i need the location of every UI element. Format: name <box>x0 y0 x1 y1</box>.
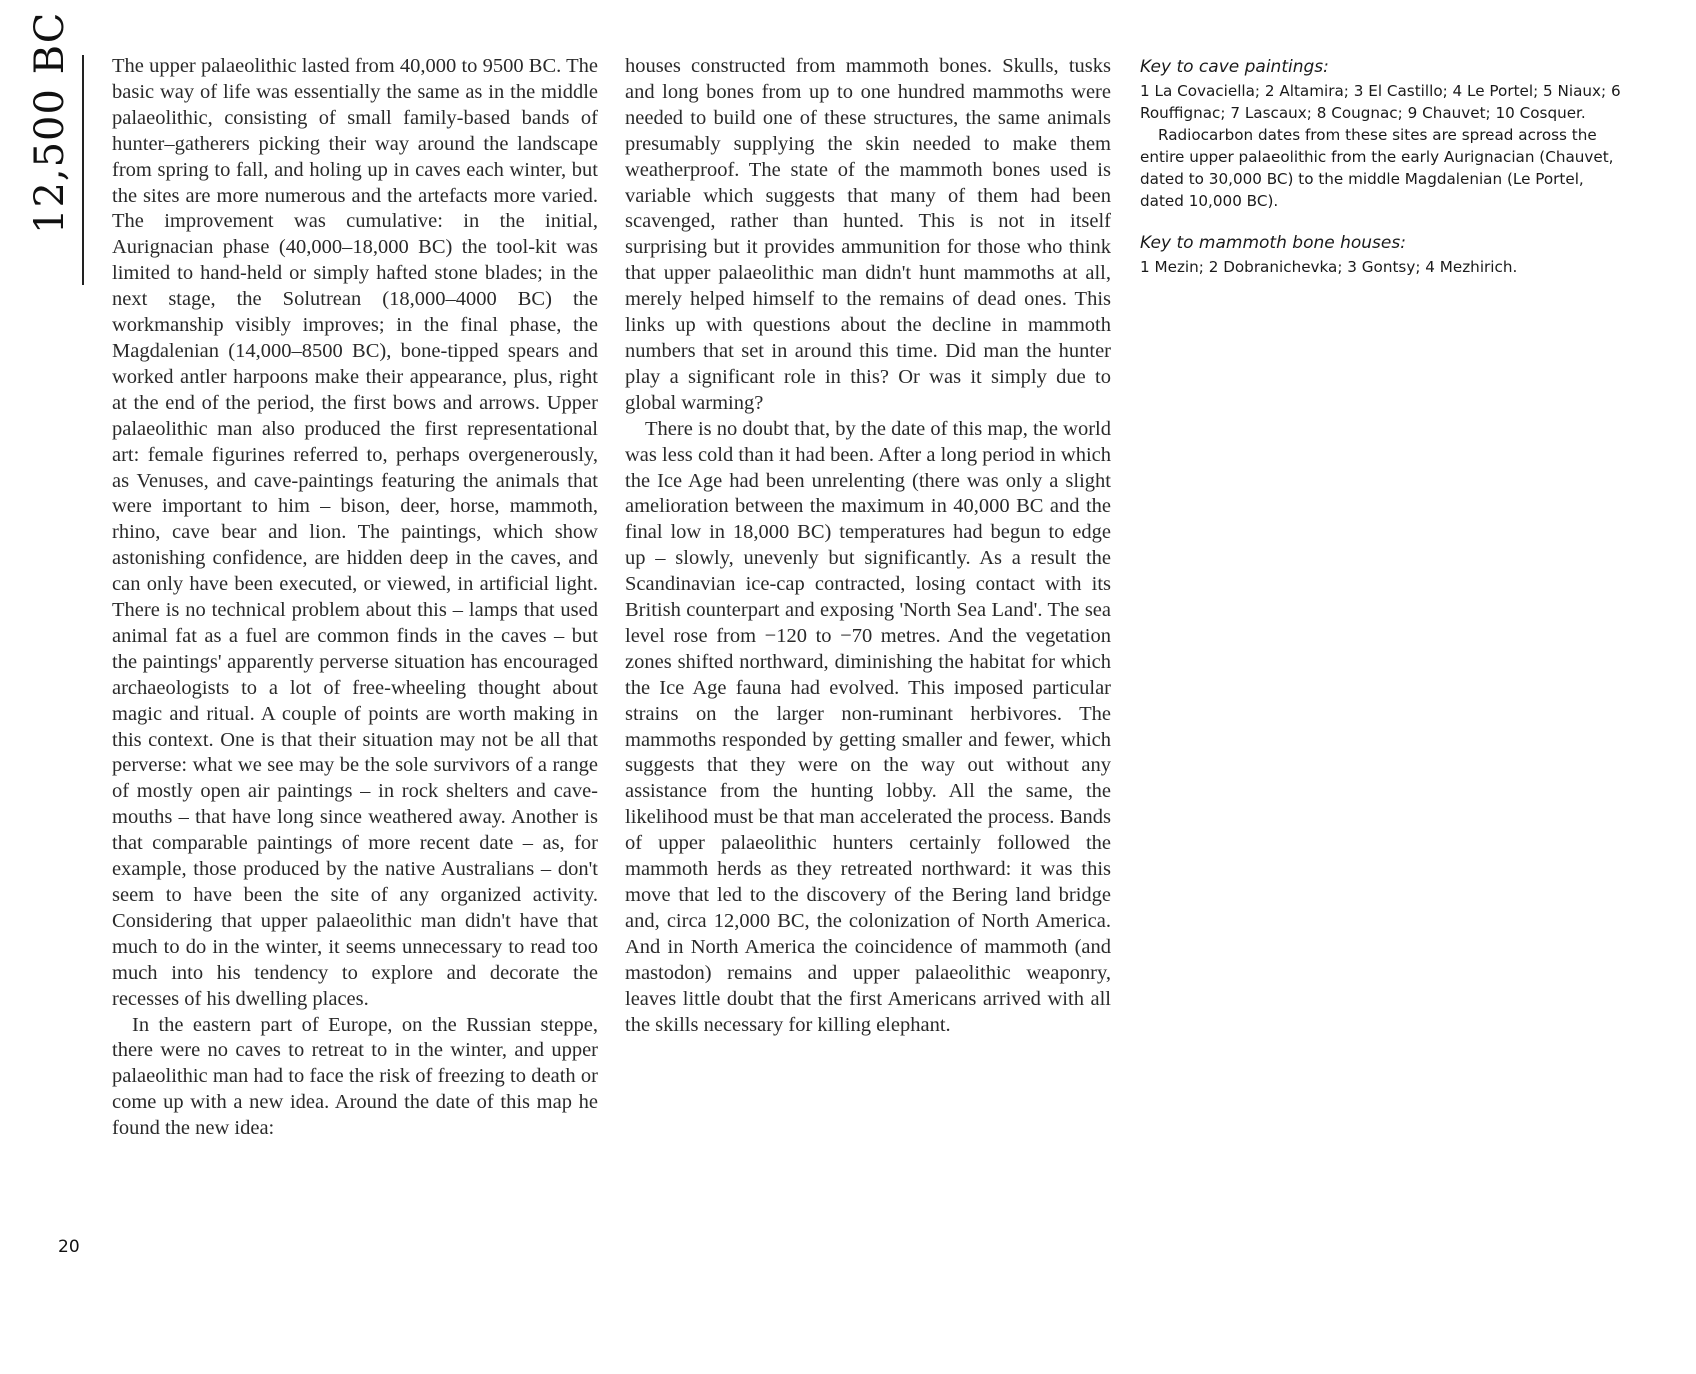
cave-key-note: Radiocarbon dates from these sites are spread across the entire upper palaeolithic from the early Aurignacian (Chauvet, dated to 30,000 BC) to the middle Magdalenian (Le Portel, dated 10,000 BC). <box>1140 126 1614 210</box>
key-spacer <box>1140 212 1632 232</box>
mammoth-key-list: 1 Mezin; 2 Dobranichevka; 3 Gontsy; 4 Mezhirich. <box>1140 258 1518 276</box>
body-paragraph: The upper palaeolithic lasted from 40,000 to 9500 BC. The basic way of life was essentially the same as in the middle palaeolithic, consisting of small family-based bands of hunter–gatherers picking their way around the landscape from spring to fall, and holing up in caves each winter, but the sites are more numerous and the artefacts more varied. The improvement was cumulative: in the initial, Aurignacian phase (40,000–18,000 BC) the tool-kit was limited to hand-held or simply hafted stone blades; in the next stage, the Solutrean (18,000–4000 BC) the workmanship visibly improves; in the final phase, the Magdalenian (14,000–8500 BC), bone-tipped spears and worked antler harpoons make their appearance, plus, right at the end of the period, the first bows and arrows. Upper palaeolithic man also produced the first representational art: female figurines referred to, perhaps overgenerously, as Venuses, and cave-paintings featuring the animals that were important to him – bison, deer, horse, mammoth, rhino, cave bear and lion. The paintings, which show astonishing confidence, are hidden deep in the caves, and can only have been executed, or viewed, in artificial light. There is no technical problem about this – lamps that used animal fat as a fuel are common finds in the caves – but the paintings' apparently perverse situation has encouraged archaeologists to a lot of free-wheeling thought about magic and ritual. A couple of points are worth making in this context. One is that their situation may not be all that perverse: what we see may be the sole survivors of a range of mostly open air paintings – in rock shelters and cave-mouths – that have long since weathered away. Another is that comparable paintings of more recent date – as, for example, those produced by the native Australians – don't seem to have been the site of any organized activity. Considering that upper palaeolithic man didn't have that much to do in the winter, it seems unnecessary to read too much into his tendency to explore and decorate the recesses of his dwelling places. <box>112 55 598 1010</box>
body-paragraph: In the eastern part of Europe, on the Russian steppe, there were no caves to retreat to in the winter, and upper palaeolithic man had to face the risk of freezing to death or come up with a new idea. Around the date of this map he found the new idea: <box>112 1013 598 1140</box>
body-paragraph: houses constructed from mammoth bones. Skulls, tusks and long bones from up to one hundred mammoths were needed to build one of these structures, the same animals presumably supplying the skin needed to make them weatherproof. The state of the mammoth bones used is variable which suggests that many of them had been scavenged, rather than hunted. This is not in itself surprising but it provides ammunition for those who think that upper palaeolithic man didn't hunt mammoths at all, merely helped himself to the remains of dead ones. This links up with questions about the decline in mammoth numbers that set in around this time. Did man the hunter play a significant role in this? Or was it simply due to global warming? <box>625 55 1111 414</box>
mammoth-key-heading: Key to mammoth bone houses: <box>1140 233 1406 253</box>
cave-key-list: 1 La Covaciella; 2 Altamira; 3 El Castillo; 4 Le Portel; 5 Niaux; 6 Rouffignac; 7 Lascaux; 8 Cougnac; 9 Chauvet; 10 Cosquer. <box>1140 82 1621 122</box>
text-column-left <box>112 54 598 1142</box>
date-heading: 12,500 BC <box>27 11 73 234</box>
cave-key-heading: Key to cave paintings: <box>1140 57 1329 77</box>
page-number: 20 <box>58 1237 80 1257</box>
map-key <box>1140 56 1632 278</box>
body-paragraph: There is no doubt that, by the date of this map, the world was less cold than it had been. After a long period in which the Ice Age had been unrelenting (there was only a slight amelioration between the maximum in 40,000 BC and the final low in 18,000 BC) temperatures had begun to edge up – slowly, unevenly but significantly. As a result the Scandinavian ice-cap contracted, losing contact with its British counterpart and exposing 'North Sea Land'. The sea level rose from −120 to −70 metres. And the vegetation zones shifted northward, diminishing the habitat for which the Ice Age fauna had evolved. This imposed particular strains on the larger non-ruminant herbivores. The mammoths responded by getting smaller and fewer, which suggests that they were on the way out without any assistance from the hunting lobby. All the same, the likelihood must be that man accelerated the process. Bands of upper palaeolithic hunters certainly followed the mammoth herds as they retreated northward: it was this move that led to the discovery of the Bering land bridge and, circa 12,000 BC, the colonization of North America. And in North America the coincidence of mammoth (and mastodon) remains and upper palaeolithic weaponry, leaves little doubt that the first Americans arrived with all the skills necessary for killing elephant. <box>625 417 1111 1036</box>
text-column-middle <box>625 54 1111 1038</box>
